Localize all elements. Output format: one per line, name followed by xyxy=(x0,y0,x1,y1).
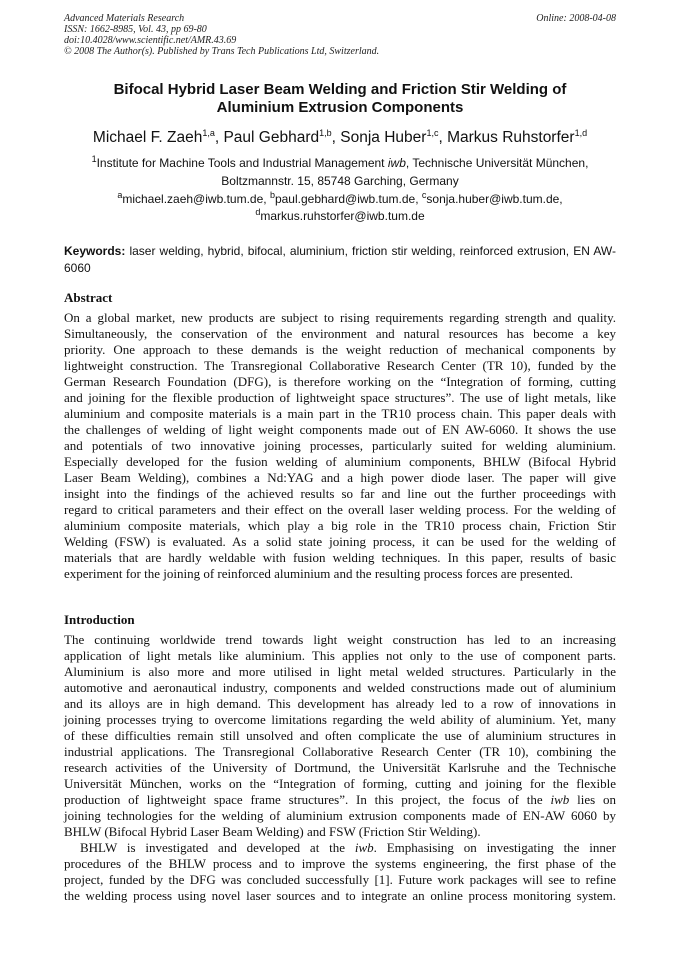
email-address: paul.gebhard@iwb.tum.de, xyxy=(274,192,422,206)
email-mark: d xyxy=(255,207,261,217)
author-separator: , xyxy=(438,129,448,146)
text-line: BHLW is investigated and developed at the iwb. Emphasising on investigating the inner xyxy=(80,840,616,855)
journal-name: Advanced Materials Research xyxy=(64,13,185,24)
affiliation-line-1 xyxy=(64,154,616,172)
text-line: experiment for the joining of reinforced aluminium and the resulting process forces are presented. xyxy=(64,566,573,581)
author-affiliation-mark: 1,d xyxy=(574,127,588,138)
text-line: research activities of the University of Dortmund, the Universität Karlsruhe and the Technische xyxy=(64,760,616,775)
email-mark: c xyxy=(421,190,427,200)
paper-title xyxy=(64,81,616,117)
doi-line: doi:10.4028/www.scientific.net/AMR.43.69 xyxy=(64,35,237,46)
affiliation-mark: 1 xyxy=(91,154,97,164)
affiliation-text: , Technische Universität München, xyxy=(405,156,589,170)
text-line: of these difficulties remain still unsolved and often complicate the use of aluminium structures in xyxy=(64,728,616,743)
text-line: Laser Beam Welding), combines a Nd:YAG and a high power diode laser. The paper will give xyxy=(64,470,616,485)
email-mark: b xyxy=(269,190,275,200)
text-line: The continuing worldwide trend towards light weight construction has led to an increasing xyxy=(64,632,616,647)
text-line: German Research Foundation (DFG), is therefore working on the “Integration of forming, cutting xyxy=(64,374,616,389)
text-line: aluminium composite materials, which play a big role in the TR10 process chain, Friction Stir xyxy=(64,518,616,533)
author-name: Paul Gebhard xyxy=(223,129,320,146)
copyright-line: © 2008 The Author(s). Published by Trans Tech Publications Ltd, Switzerland. xyxy=(64,46,380,57)
email-list xyxy=(64,191,616,225)
text-line: insight into the findings of the achieved results so far and line out the further proceedings with xyxy=(64,486,616,501)
author-list xyxy=(64,128,616,148)
online-date: Online: 2008-04-08 xyxy=(536,13,616,24)
text-line: industrial applications. The Transregional Collaborative Research Center (TR 10), combining the xyxy=(64,744,616,759)
keywords xyxy=(64,243,616,277)
journal-header xyxy=(64,13,616,57)
abstract-body xyxy=(64,310,616,582)
affiliation-text: Institute for Machine Tools and Industrial Management xyxy=(96,156,388,170)
text-line: Welding (FSW) is evaluated. As a solid state joining process, it can be used for the welding of xyxy=(64,534,616,549)
affiliation-line-2: Boltzmannstr. 15, 85748 Garching, Germany xyxy=(221,174,459,188)
text-line: joining technologies for the welding of aluminium extrusion components made of EN-AW 6060 by xyxy=(64,808,616,823)
text-line: aluminium and composite materials is a main part in the TR10 process chain. This paper deals with xyxy=(64,406,616,421)
abstract-heading: Abstract xyxy=(64,290,113,305)
text-line: and its alloys are in high demand. This development has already led to a row of innovations in xyxy=(64,696,616,711)
text-line: and joining for the flexible production of lightweight space structures”. The use of light metals, like xyxy=(64,390,616,405)
email-mark: a xyxy=(117,190,123,200)
text-line: joining processes trying to overcome limitations regarding the weld ability of aluminium. Yet, many xyxy=(64,712,616,727)
author-affiliation-mark: 1,c xyxy=(426,127,439,138)
text-line: Aluminium is also more and more utilised in light metal welded structures. Particularly in the xyxy=(64,664,616,679)
issn-line: ISSN: 1662-8985, Vol. 43, pp 69-80 xyxy=(64,24,207,35)
text-line: lightweight construction. The Transregional Collaborative Research Center (TR 10), funded by the xyxy=(64,358,616,373)
text-line: Especially developed for the fusion welding of aluminium components, BHLW (Bifocal Hybrid xyxy=(64,454,616,469)
title-line-1: Bifocal Hybrid Laser Beam Welding and Friction Stir Welding of xyxy=(113,81,567,98)
text-line: On a global market, new products are subject to rising requirements regarding strength and quality. xyxy=(64,310,616,325)
email-address: sonja.huber@iwb.tum.de, xyxy=(426,192,563,206)
text-line: priority. One approach to these demands is the weight reduction of mechanical components by xyxy=(64,342,616,357)
author-separator: , xyxy=(331,129,341,146)
text-line: Universität München, works on the “Integration of forming, cutting and joining for the flexible xyxy=(64,776,616,791)
title-line-2: Aluminium Extrusion Components xyxy=(216,99,464,116)
author-affiliation-mark: 1,a xyxy=(202,127,215,138)
keywords-label: Keywords: xyxy=(64,244,126,258)
text-line: BHLW (Bifocal Hybrid Laser Beam Welding) and FSW (Friction Stir Welding). xyxy=(64,824,481,839)
text-line: application of light metals like aluminium. This applies not only to the use of component parts. xyxy=(64,648,616,663)
email-line-2 xyxy=(64,208,616,225)
introduction-heading: Introduction xyxy=(64,612,135,627)
text-line: materials that are hardly weldable with fusion welding techniques. In this paper, results of basic xyxy=(64,550,616,565)
author-affiliation-mark: 1,b xyxy=(319,127,332,138)
email-address: markus.ruhstorfer@iwb.tum.de xyxy=(260,209,425,223)
affiliation xyxy=(64,154,616,190)
text-line: project, funded by the DFG was concluded successfully [1]. Future work packages will see to refine xyxy=(64,872,616,887)
author-separator: , xyxy=(214,129,224,146)
introduction-body xyxy=(64,632,616,904)
text-line: Simultaneously, the conservation of the environment and natural resources has become a key xyxy=(64,326,616,341)
text-line: and potentials of two innovative joining processes, particularly suited for welding aluminium. xyxy=(64,438,616,453)
text-line: production of lightweight space frame structures”. In this project, the focus of the iwb lies on xyxy=(64,792,616,807)
keywords-text: laser welding, hybrid, bifocal, aluminium, friction stir welding, reinforced extrusion, EN AW-6060 xyxy=(64,244,616,275)
text-line: the challenges of welding of light weight components made out of EN AW-6060. It shows the use xyxy=(64,422,616,437)
email-address: michael.zaeh@iwb.tum.de, xyxy=(122,192,270,206)
text-line: procedures of the BHLW process and to improve the systems engineering, the first phase of the xyxy=(64,856,616,871)
text-line: the welding process using novel laser sources and to integrate an online process monitoring system. xyxy=(64,888,616,903)
author-name: Sonja Huber xyxy=(340,129,427,146)
email-line-1 xyxy=(64,191,616,208)
text-line: automotive and aeronautical industry, components and welded constructions made out of aluminium xyxy=(64,680,616,695)
institute-abbrev: iwb xyxy=(387,156,406,170)
author-name: Markus Ruhstorfer xyxy=(447,129,575,146)
author-name: Michael F. Zaeh xyxy=(92,129,203,146)
text-line: regard to critical parameters and their effect on the overall laser welding process. For the welding of xyxy=(64,502,616,517)
